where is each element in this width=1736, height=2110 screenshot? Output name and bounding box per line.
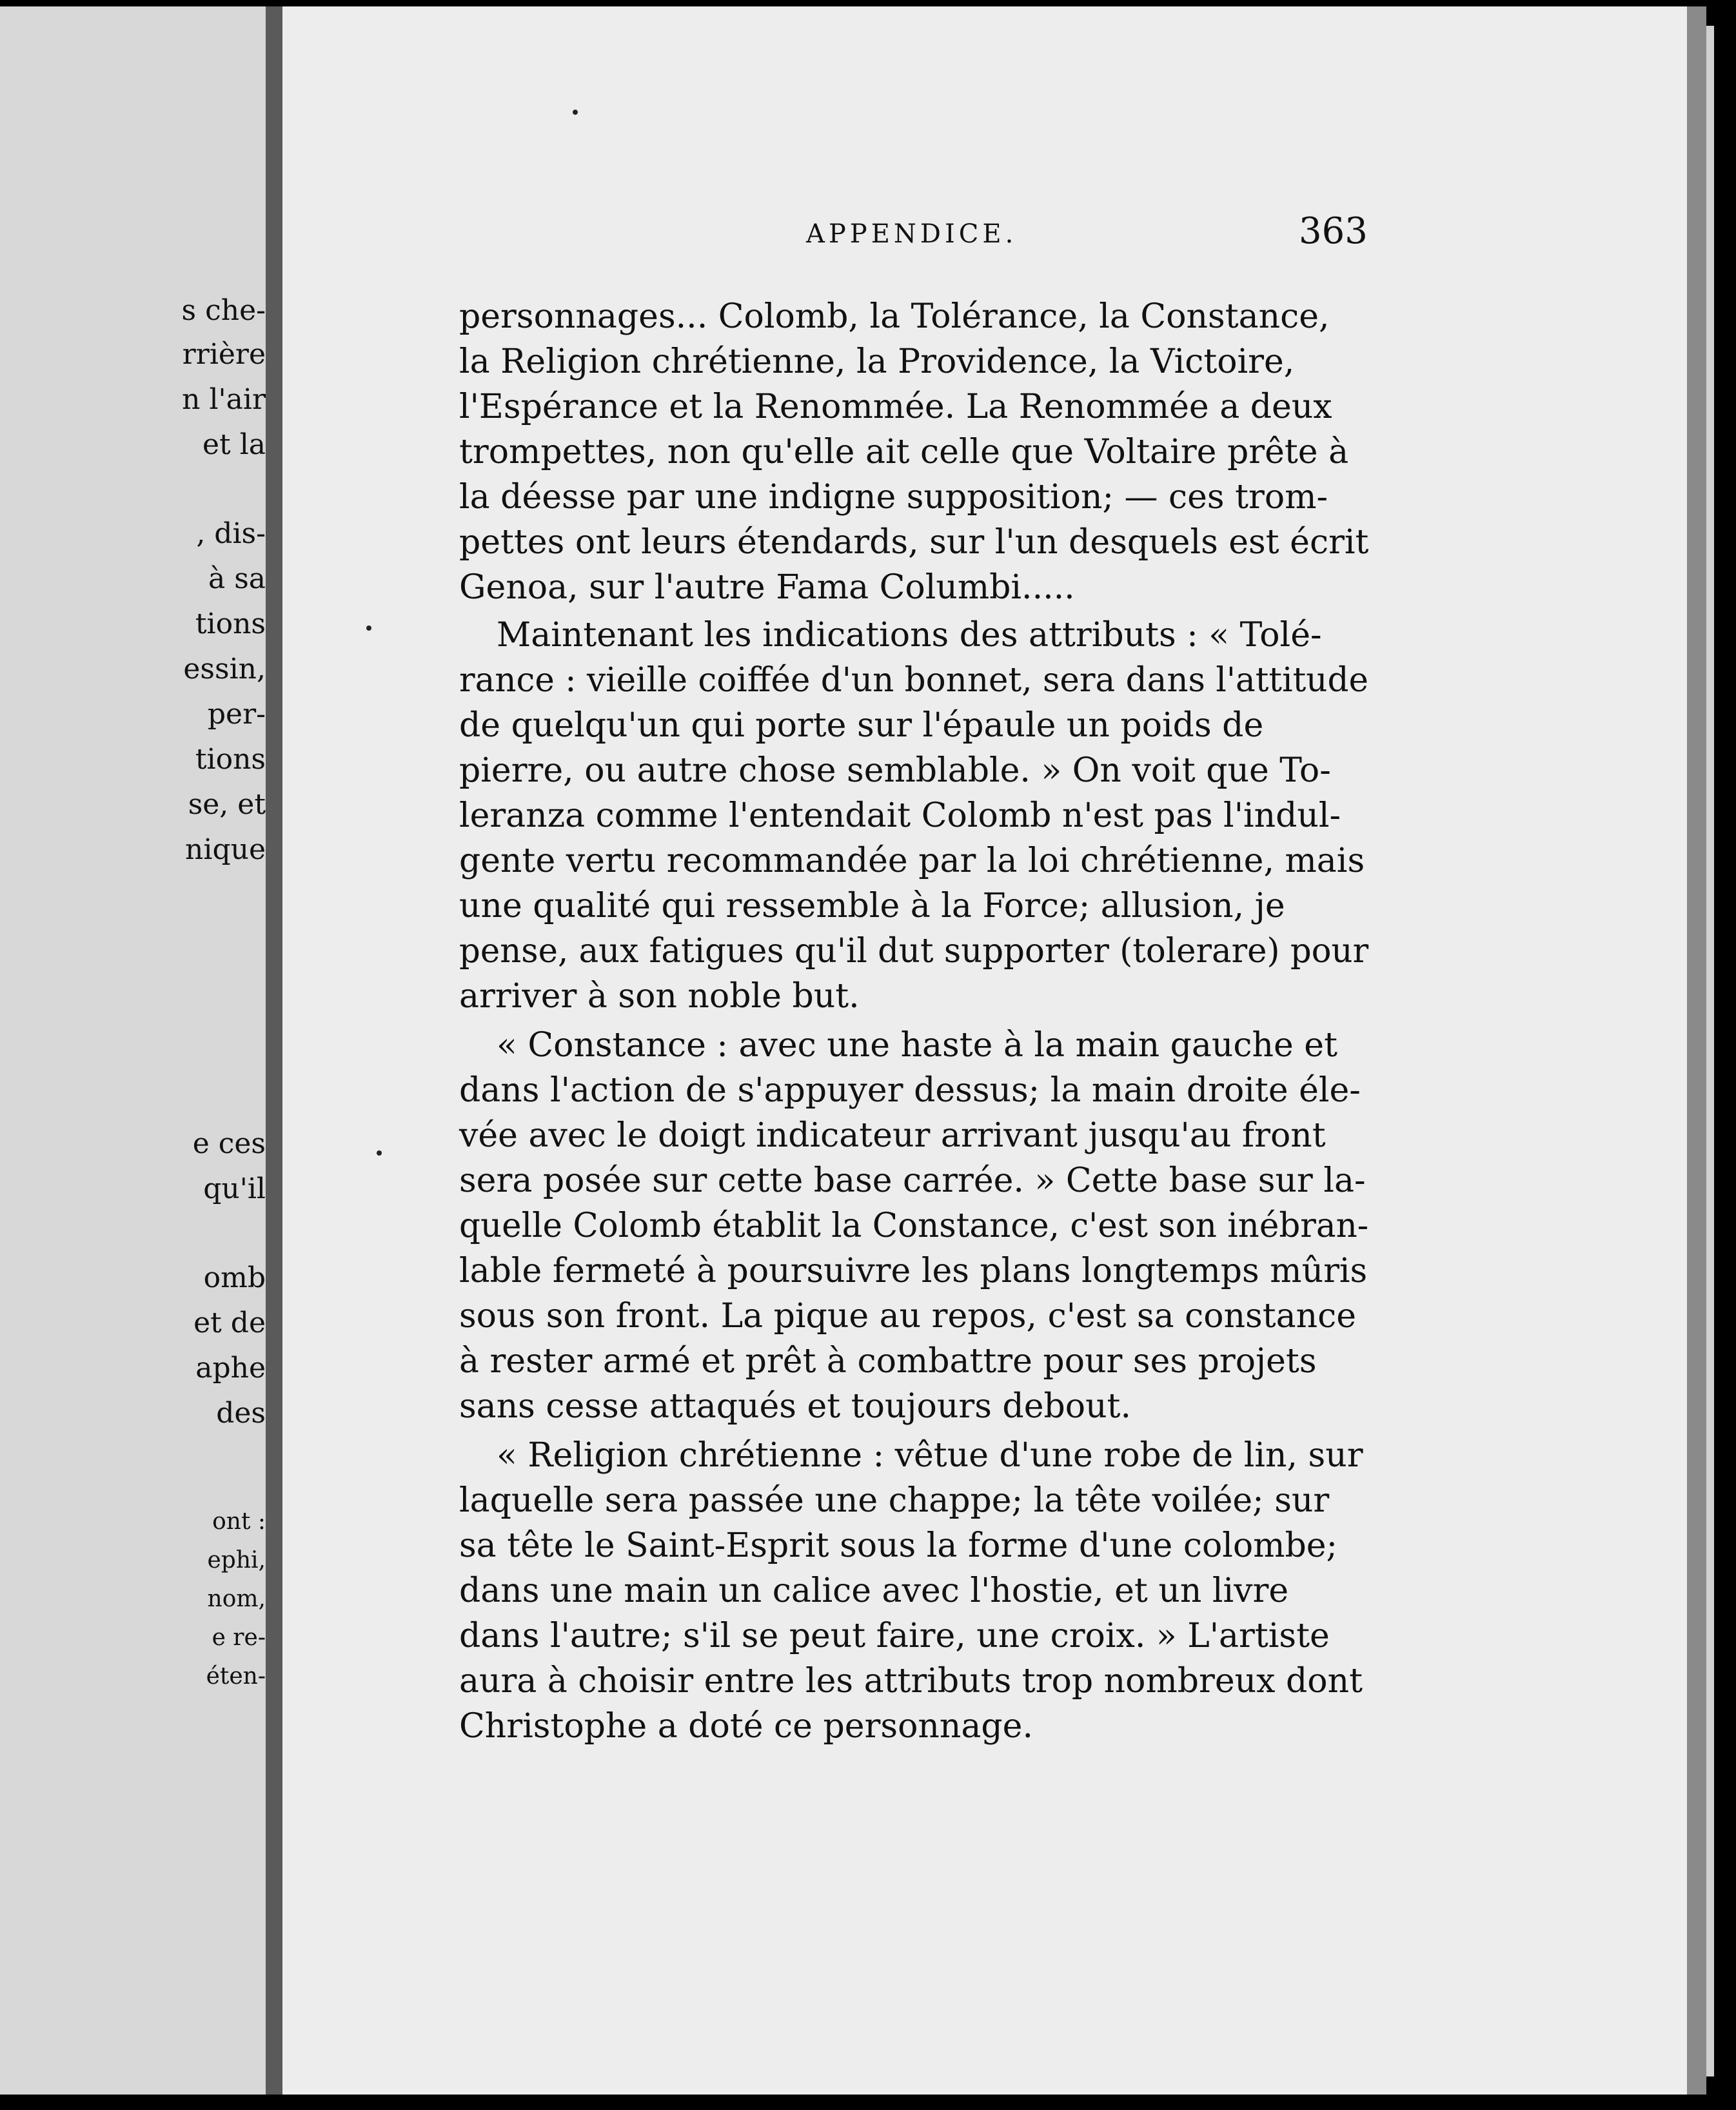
text-line: sa tête le Saint-Esprit sous la forme d'une colombe; — [459, 1526, 1338, 1565]
left-page-fragment — [0, 6, 266, 2095]
page-edge — [1687, 6, 1706, 2095]
text-line: arriver à son noble but. — [459, 977, 860, 1016]
text-line: de quelqu'un qui porte sur l'épaule un poids de — [459, 706, 1264, 745]
text-line: pierre, ou autre chose semblable. » On voit que To- — [459, 751, 1331, 790]
left-line: aphe — [195, 1352, 266, 1385]
left-line: e re- — [212, 1624, 266, 1651]
speck — [366, 626, 371, 631]
text-line: « Constance : avec une haste à la main gauche et — [497, 1026, 1337, 1065]
speck — [573, 110, 578, 115]
text-line: sans cesse attaqués et toujours debout. — [459, 1387, 1131, 1426]
text-line: leranza comme l'entendait Colomb n'est pas l'indul- — [459, 796, 1341, 835]
left-line: nique — [185, 833, 266, 866]
left-line: ephi, — [207, 1547, 266, 1573]
text-line: Genoa, sur l'autre Fama Columbi..... — [459, 568, 1075, 607]
left-line: qu'il — [203, 1172, 266, 1205]
page-number: 363 — [1299, 210, 1368, 252]
left-line: rrière — [182, 338, 266, 371]
left-line: et de — [193, 1306, 266, 1339]
speck — [377, 1150, 382, 1156]
left-line: et la — [202, 428, 266, 461]
left-line: , dis- — [196, 517, 266, 550]
left-line: tions — [195, 607, 266, 640]
left-line: nom, — [207, 1586, 266, 1612]
running-head: APPENDICE. — [806, 219, 1018, 249]
text-line: laquelle sera passée une chappe; la tête voilée; sur — [459, 1481, 1330, 1520]
text-line: gente vertu recommandée par la loi chrétienne, mais — [459, 842, 1365, 880]
text-line: lable fermeté à poursuivre les plans longtemps mûris — [459, 1252, 1368, 1290]
text-line: l'Espérance et la Renommée. La Renommée a deux — [459, 388, 1332, 426]
text-line: dans l'autre; s'il se peut faire, une croix. » L'artiste — [459, 1617, 1330, 1655]
left-line: se, et — [188, 788, 266, 821]
text-line: aura à choisir entre les attributs trop nombreux dont — [459, 1662, 1363, 1701]
left-line: des — [216, 1397, 266, 1430]
text-line: la déesse par une indigne supposition; — ces trom- — [459, 478, 1328, 517]
text-line: à rester armé et prêt à combattre pour ses projets — [459, 1342, 1317, 1381]
text-line: la Religion chrétienne, la Providence, la Victoire, — [459, 342, 1295, 381]
text-line: rance : vieille coiffée d'un bonnet, sera dans l'attitude — [459, 661, 1368, 700]
text-line: pense, aux fatigues qu'il dut supporter (tolerare) pour — [459, 932, 1369, 971]
left-line: ont : — [212, 1508, 266, 1535]
text-line: sous son front. La pique au repos, c'est sa constance — [459, 1297, 1357, 1336]
left-line: per- — [207, 698, 266, 731]
page-edge — [1706, 26, 1714, 2076]
text-line: quelle Colomb établit la Constance, c'est son inébran- — [459, 1207, 1369, 1245]
left-line: e ces — [192, 1127, 266, 1160]
left-line: éten- — [206, 1663, 266, 1690]
left-line: omb — [203, 1261, 266, 1294]
text-line: trompettes, non qu'elle ait celle que Voltaire prête à — [459, 433, 1349, 471]
left-line: à sa — [208, 562, 266, 595]
left-line: essin, — [183, 653, 266, 685]
left-line: n l'air — [182, 383, 266, 416]
text-line: dans l'action de s'appuyer dessus; la main droite éle- — [459, 1071, 1361, 1110]
text-line: sera posée sur cette base carrée. » Cette base sur la- — [459, 1161, 1366, 1200]
text-line: Maintenant les indications des attributs : « Tolé- — [497, 616, 1322, 655]
text-line: « Religion chrétienne : vêtue d'une robe de lin, sur — [497, 1436, 1363, 1475]
text-line: une qualité qui ressemble à la Force; allusion, je — [459, 887, 1285, 925]
left-line: s che- — [181, 294, 266, 327]
left-line: tions — [195, 743, 266, 776]
text-line: dans une main un calice avec l'hostie, et un livre — [459, 1572, 1289, 1610]
text-line: vée avec le doigt indicateur arrivant jusqu'au front — [459, 1116, 1326, 1155]
text-line: pettes ont leurs étendards, sur l'un desquels est écrit — [459, 523, 1369, 562]
text-line: Christophe a doté ce personnage. — [459, 1707, 1033, 1746]
book-gutter — [266, 6, 282, 2095]
text-line: personnages... Colomb, la Tolérance, la Constance, — [459, 297, 1330, 336]
